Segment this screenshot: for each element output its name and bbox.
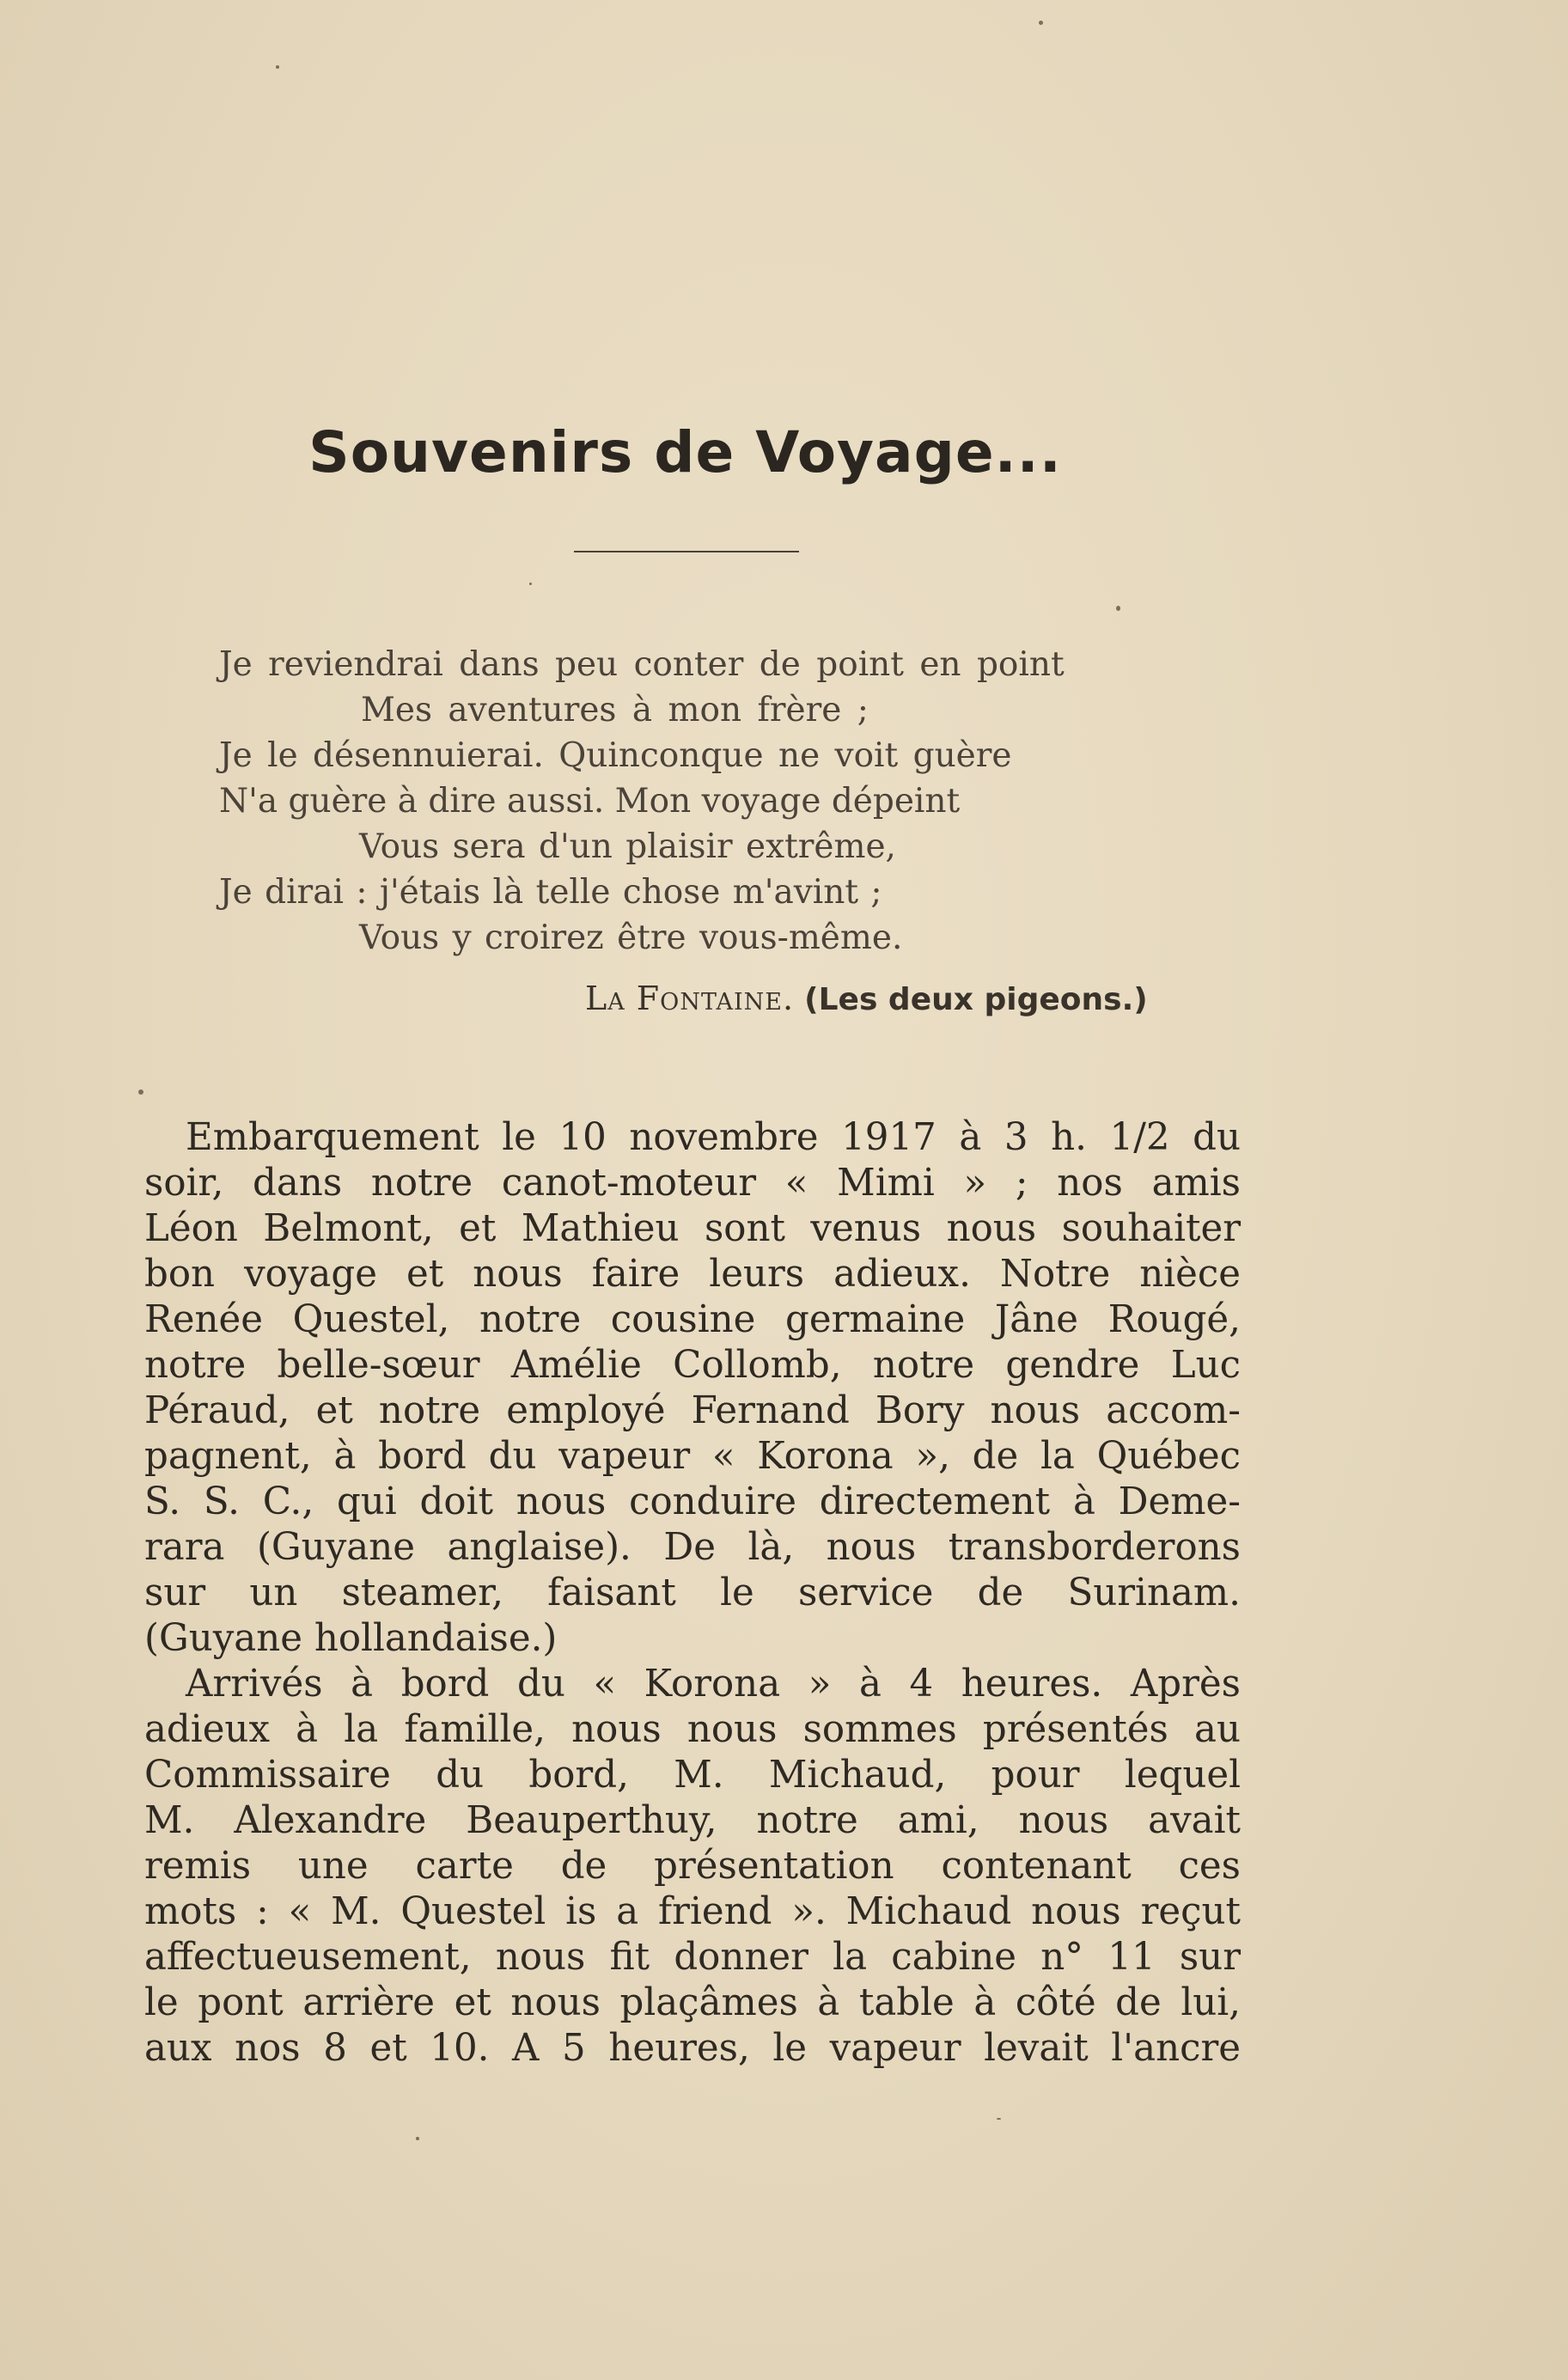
- paragraph: [144, 1662, 1241, 2072]
- poem-line: Vous y croirez être vous-même.: [359, 918, 903, 957]
- paper-speck: [276, 65, 279, 69]
- paper-speck: [138, 1089, 143, 1095]
- text-line: mots : « M. Questel is a friend ». Michaud nous reçut: [144, 1890, 1241, 1933]
- text-line: Léon Belmont, et Mathieu sont venus nous souhaiter: [144, 1207, 1241, 1250]
- text-line: Arrivés à bord du « Korona » à 4 heures. Après: [186, 1663, 1241, 1706]
- text-line: Péraud, et notre employé Fernand Bory nous accom-: [144, 1389, 1241, 1432]
- poem-line: Vous sera d'un plaisir extrême,: [359, 827, 896, 866]
- text-line: soir, dans notre canot-moteur « Mimi » ; nos amis: [144, 1162, 1241, 1205]
- text-line: rara (Guyane anglaise). De là, nous transborderons: [144, 1526, 1241, 1569]
- page-title: Souvenirs de Voyage...: [308, 419, 1062, 485]
- epigraph-work: (Les deux pigeons.): [804, 982, 1148, 1017]
- epigraph-attribution: [585, 979, 1148, 1017]
- epigraph-author: La Fontaine.: [585, 979, 795, 1017]
- text-line: (Guyane hollandaise.): [144, 1617, 558, 1660]
- paper-speck: [416, 2137, 419, 2140]
- text-line: notre belle-sœur Amélie Collomb, notre gendre Luc: [144, 1344, 1241, 1387]
- poem-line: Je dirai : j'étais là telle chose m'avint ;: [219, 873, 882, 912]
- text-line: bon voyage et nous faire leurs adieux. Notre nièce: [144, 1253, 1241, 1296]
- poem-line: Je reviendrai dans peu conter de point en point: [219, 645, 1065, 684]
- text-line: pagnent, à bord du vapeur « Korona », de la Québec: [144, 1435, 1241, 1478]
- text-line: Commissaire du bord, M. Michaud, pour lequel: [144, 1754, 1241, 1797]
- text-line: affectueusement, nous fit donner la cabine n° 11 sur: [144, 1936, 1241, 1979]
- paper-speck: [1116, 606, 1120, 611]
- text-line: aux nos 8 et 10. A 5 heures, le vapeur levait l'ancre: [144, 2027, 1241, 2070]
- text-line: remis une carte de présentation contenant ces: [144, 1845, 1241, 1888]
- text-line: Embarquement le 10 novembre 1917 à 3 h. 1/2 du: [186, 1116, 1241, 1159]
- paragraph: [144, 1115, 1241, 1662]
- paper-speck: [529, 583, 532, 585]
- paper-speck: [1039, 21, 1043, 25]
- text-line: adieux à la famille, nous nous sommes présentés au: [144, 1708, 1241, 1751]
- main-text: [144, 1115, 1241, 2072]
- text-line: le pont arrière et nous plaçâmes à table à côté de lui,: [144, 1981, 1241, 2024]
- poem-line: Je le désennuierai. Quinconque ne voit guère: [219, 736, 1012, 775]
- title-divider: [574, 551, 799, 552]
- text-line: Renée Questel, notre cousine germaine Jâne Rougé,: [144, 1298, 1241, 1341]
- poem-line: N'a guère à dire aussi. Mon voyage dépeint: [219, 782, 961, 821]
- paper-speck: [997, 2118, 1001, 2120]
- text-line: M. Alexandre Beauperthuy, notre ami, nous avait: [144, 1799, 1241, 1842]
- text-line: sur un steamer, faisant le service de Surinam.: [144, 1571, 1241, 1614]
- poem-line: Mes aventures à mon frère ;: [361, 691, 869, 729]
- text-line: S. S. C., qui doit nous conduire directement à Deme-: [144, 1480, 1241, 1523]
